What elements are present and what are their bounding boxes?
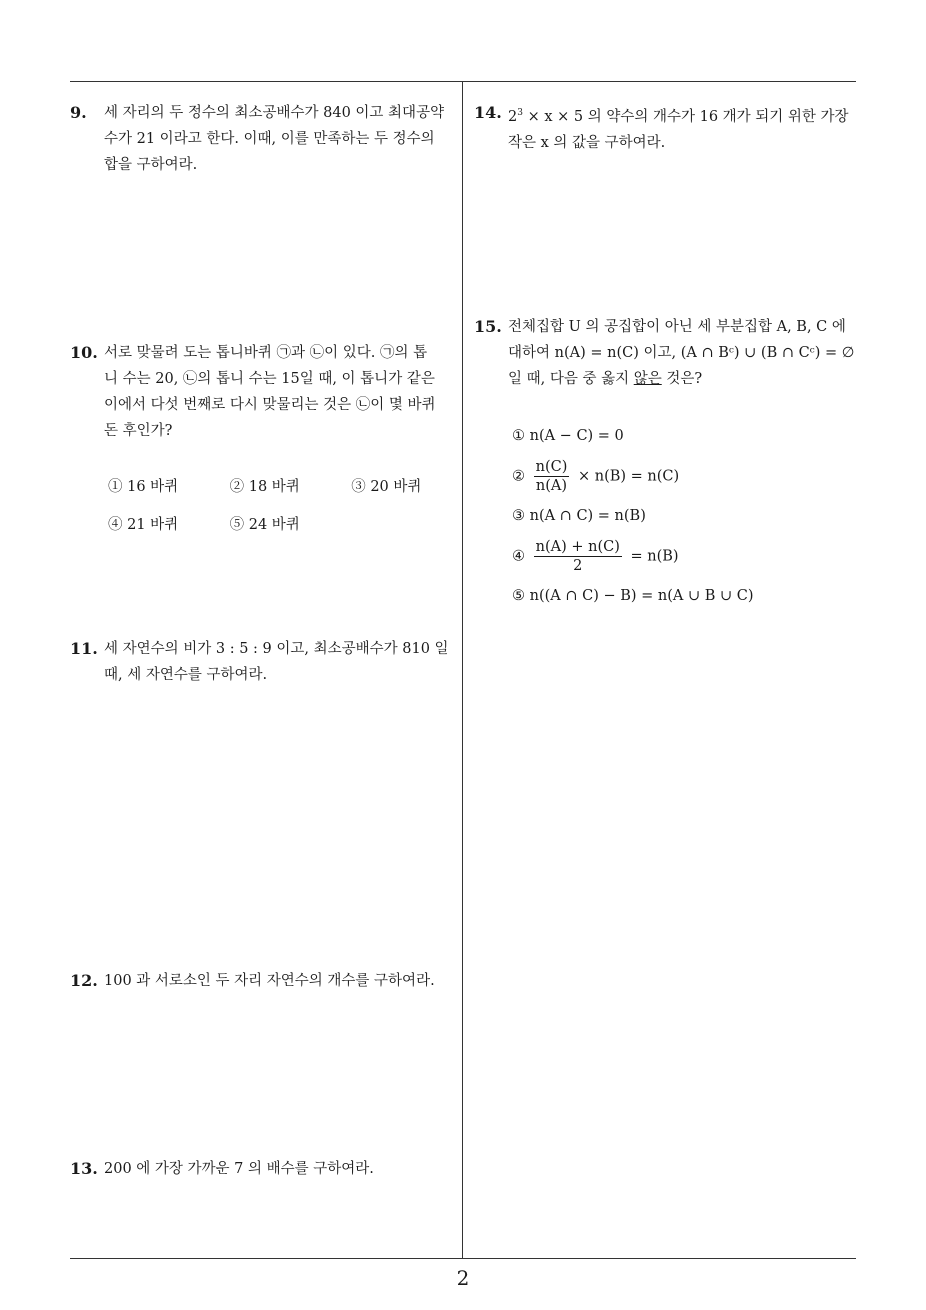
problem-number: 12.: [70, 971, 98, 990]
text-line: 이에서 다섯 번째로 다시 맞물리는 것은 ㉡이 몇 바퀴: [104, 397, 436, 413]
choice-3: ③ 20 바퀴: [351, 479, 422, 495]
problem-12: [70, 968, 460, 994]
text-line: 니 수는 20, ㉡의 톱니 수는 15일 때, 이 톱니가 같은: [104, 371, 435, 387]
problem-15-choice-4: [512, 538, 679, 575]
problem-11: [70, 636, 460, 688]
problem-15-choice-5: ⑤ n((A ∩ C) − B) = n(A ∪ B ∪ C): [512, 588, 754, 604]
text-line: 대하여 n(A) = n(C) 이고, (A ∩ Bᶜ) ∪ (B ∩ Cᶜ) = ∅: [508, 345, 855, 361]
text-segment: 일 때, 다음 중 옳지: [508, 371, 634, 387]
underlined-word: 않은: [633, 371, 662, 387]
problem-10: [70, 340, 460, 444]
problem-number: 11.: [70, 639, 98, 658]
page-number: 2: [456, 1266, 470, 1290]
problem-text: [104, 100, 460, 178]
choice-label: ②: [512, 468, 525, 485]
text-segment: × x × 5 의 약수의 개수가 16 개가 되기 위한 가장: [522, 108, 849, 125]
fraction-numerator: n(C): [535, 459, 568, 475]
power-base: 2: [508, 108, 518, 125]
text-line: 작은 x 의 값을 구하여라.: [508, 134, 666, 151]
problem-15-choice-3: ③ n(A ∩ C) = n(B): [512, 508, 646, 524]
problem-number: 10.: [70, 343, 98, 362]
problem-13: [70, 1156, 460, 1182]
text-line: 서로 맞물려 도는 톱니바퀴 ㉠과 ㉡이 있다. ㉠의 톱: [104, 345, 428, 361]
text-line: [508, 100, 860, 130]
choice-label: ④: [512, 548, 525, 565]
text-line: 합을 구하여라.: [104, 157, 198, 173]
column-divider: [462, 82, 463, 1259]
choice-1: ① 16 바퀴: [108, 479, 179, 495]
fraction: [534, 538, 622, 575]
choice-4: ④ 21 바퀴: [108, 517, 179, 533]
choice-expression: = n(B): [630, 548, 679, 565]
text-segment: 것은?: [661, 371, 703, 387]
fraction-denominator: 2: [573, 558, 583, 574]
problem-text: [104, 636, 460, 688]
choice-row: [108, 512, 458, 538]
problem-text: [508, 314, 860, 392]
problem-text: [104, 1156, 460, 1182]
text-line: 돈 후인가?: [104, 423, 173, 439]
text-line: 200 에 가장 가까운 7 의 배수를 구하여라.: [104, 1161, 374, 1177]
text-line: 100 과 서로소인 두 자리 자연수의 개수를 구하여라.: [104, 973, 435, 989]
problem-15: [474, 314, 860, 392]
fraction-numerator: n(A) + n(C): [535, 539, 620, 555]
problem-number: 15.: [474, 317, 502, 336]
choice-row: [108, 474, 458, 500]
problem-15-choice-2: [512, 458, 679, 495]
problem-9: [70, 100, 460, 178]
problem-text: [104, 968, 460, 994]
text-line: [508, 366, 860, 392]
text-line: 수가 21 이라고 한다. 이때, 이를 만족하는 두 정수의: [104, 131, 435, 147]
power-exponent: 3: [517, 108, 523, 118]
text-line: 세 자연수의 비가 3 : 5 : 9 이고, 최소공배수가 810 일: [104, 641, 449, 657]
problem-10-choices: [108, 474, 458, 538]
problem-number: 9.: [70, 103, 87, 122]
problem-text: [508, 100, 860, 156]
text-line: 때, 세 자연수를 구하여라.: [104, 667, 268, 683]
problem-number: 13.: [70, 1159, 98, 1178]
fraction-denominator: n(A): [535, 478, 568, 494]
problem-15-choice-1: ① n(A − C) = 0: [512, 428, 624, 444]
problem-14: [474, 100, 860, 156]
choice-expression: × n(B) = n(C): [577, 468, 680, 485]
bottom-rule: [70, 1258, 856, 1259]
problem-number: 14.: [474, 103, 502, 122]
text-line: 세 자리의 두 정수의 최소공배수가 840 이고 최대공약: [104, 105, 445, 121]
choice-5: ⑤ 24 바퀴: [229, 517, 300, 533]
problem-text: [104, 340, 460, 444]
top-rule: [70, 81, 856, 82]
text-line: 전체집합 U 의 공집합이 아닌 세 부분집합 A, B, C 에: [508, 319, 846, 335]
choice-2: ② 18 바퀴: [229, 479, 300, 495]
fraction: [534, 458, 570, 495]
